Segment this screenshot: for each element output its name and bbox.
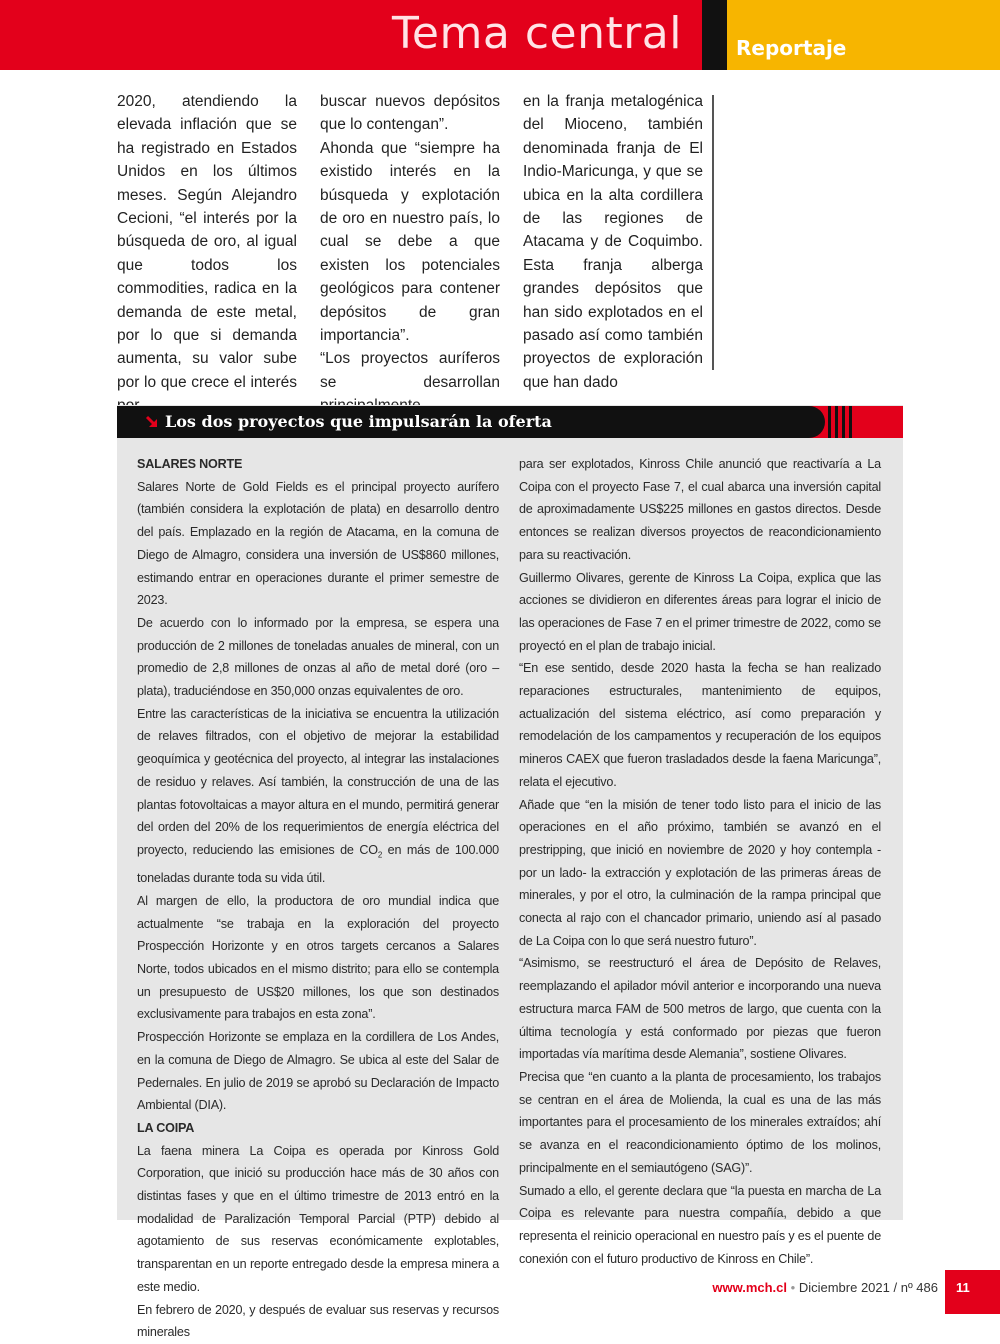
intro-col2-p2: Ahonda que “siempre ha existido interés en la búsqueda y explotación de oro en nuestro país, lo cual se debe a que existen los potenciales geológicos para contener depósitos de gran importancia”. bbox=[320, 139, 500, 345]
stripe-3 bbox=[842, 406, 845, 438]
co2-subscript: 2 bbox=[377, 850, 383, 860]
box-right-p7: Sumado a ello, el gerente declara que “la puesta en marcha de La Coipa es relevante para nuestra compañía, debido a que representa el reinicio operacional en nuestro país y es el puente de conexión con el futuro productivo de Kinross en Chile”. bbox=[519, 1183, 881, 1266]
box-right-p5: “Asimismo, se reestructuró el área de Depósito de Relaves, reemplazando el apilador móvil anterior e incorporando una nueva estructura marca FAM de 500 metros de largo, que cuenta con la última tecnología y está conformado por piezas que fueron importadas vía marítima desde Alemania”, sostiene Olivares. bbox=[519, 956, 881, 1062]
footer-site-link[interactable]: www.mch.cl bbox=[712, 1280, 788, 1295]
box-left-p7: En febrero de 2020, y después de evaluar sus reservas y recursos minerales bbox=[137, 1302, 499, 1340]
intro-column-1 bbox=[117, 90, 297, 418]
intro-col3-text: en la franja metalogénica del Mioceno, también denominada franja de El Indio-Maricunga, y que se ubica en la alta cordillera de las regiones de Atacama y de Coquimbo. Esta franja alberga grandes depósitos que han sido explotados en el pasado así como también proyectos de exploración que han dado bbox=[523, 93, 703, 391]
box-left-p6: La faena minera La Coipa es operada por Kinross Gold Corporation, que inició su producción hace más de 30 años con distintas fases y que en el último trimestre de 2013 entró en la modalidad de Paralización Temporal Parcial (PTP) debido al agotamiento de sus reservas económicamente explotables, transparentan en un reporte entregado desde la empresa minera a este medio. bbox=[137, 1143, 499, 1294]
column-divider bbox=[712, 95, 714, 370]
box-title: Los dos proyectos que impulsarán la oferta bbox=[165, 412, 552, 431]
box-left-p3-a: Entre las características de la iniciativa se encuentra la utilización de relaves filtrados, con el objetivo de mejorar la estabilidad geoquímica y geotécnica del proyecto, al integrar las instalaciones de residuo y relaves. Así también, la construcción de una de las plantas fotovoltaicas a mayor altura en el mundo, permitirá generar del orden del 20% de los requerimientos de energía eléctrica del proyecto, reduciendo las emisiones de CO bbox=[137, 706, 499, 857]
footer-issue: Diciembre 2021 / nº 486 bbox=[798, 1280, 938, 1295]
box-right-p1: para ser explotados, Kinross Chile anunció que reactivaría a La Coipa con el proyecto Fase 7, el cual abarca una inversión capital de aproximadamente US$225 millones en gastos directos. Desde entonces se realizan diversos proyectos de reacondicionamiento para su reactivación. bbox=[519, 457, 881, 562]
page-number: 11 bbox=[956, 1280, 970, 1295]
box-right-p3: “En ese sentido, desde 2020 hasta la fecha se han realizado reparaciones estructurales, mantenimiento de equipos, actualización del sistema eléctrico, así como preparación y remodelación de los campamentos y recuperación de los equipos mineros CAEX que fueron trasladados desde la faena Maricunga”, relata el ejecutivo. bbox=[519, 661, 881, 789]
box-left-p3 bbox=[137, 703, 499, 890]
subhead-la-coipa: LA COIPA bbox=[137, 1120, 195, 1135]
stripe-1 bbox=[828, 406, 831, 438]
subhead-salares-norte: SALARES NORTE bbox=[137, 457, 243, 471]
box-left-p1: Salares Norte de Gold Fields es el principal proyecto aurífero (también considera la explotación de plata) en desarrollo dentro del país. Emplazado en la región de Atacama, en la comuna de Diego de Almagro, considera una inversión de US$860 millones, estimando entrar en operaciones durante el primer semestre de 2023. bbox=[137, 479, 499, 608]
box-left-p5: Prospección Horizonte se emplaza en la cordillera de Los Andes, en la comuna de Diego de Almagro. Se ubica al este del Salar de Pedernales. En julio de 2019 se aprobó su Declaración de Impacto Ambiental (DIA). bbox=[137, 1030, 499, 1113]
box-right-p4: Añade que “en la misión de tener todo listo para el inicio de las operaciones en el año próximo, también se avanzó en el prestripping, que inició en noviembre de 2020 y hoy contempla -por un lado- la extracción y explotación de las primeras áreas de minerales, y por el otro, la culminación de la rampa principal que conecta al rajo con el chancador primario, uniendo así al pasado de La Coipa con lo que será nuestro futuro”. bbox=[519, 797, 881, 948]
intro-col2-p3: “Los proyectos auríferos se desarrollan bbox=[320, 350, 500, 391]
box-left-p4: Al margen de ello, la productora de oro mundial indica que actualmente “se trabaja en la exploración del proyecto Prospección Horizonte y en otros targets cercanos a Salares Norte, todos ubicados en el mismo distrito; para ello se contempla un presupuesto de US$20 millones, los que son destinados exclusivamente para trabajos en esta zona”. bbox=[137, 893, 499, 1022]
box-right-p6: Precisa que “en cuanto a la planta de procesamiento, los trabajos se centran en el área de Molienda, la cual es una de las más importantes para el procesamiento de los minerales extraídos; ahí se avanza en el reacondicionamiento óptimo de los molinos, principalmente en el semiautógeno (SAG)”. bbox=[519, 1069, 881, 1175]
header-section-label: Reportaje bbox=[736, 36, 847, 60]
intro-column-3 bbox=[523, 90, 703, 394]
box-right-column bbox=[519, 453, 881, 1270]
page-footer bbox=[712, 1280, 938, 1295]
header-black-band bbox=[702, 0, 727, 70]
box-left-column bbox=[137, 453, 499, 1344]
header-title: Tema central bbox=[392, 8, 682, 59]
box-title-stripes bbox=[828, 406, 852, 438]
page-number-box bbox=[945, 1270, 1000, 1314]
stripe-4 bbox=[849, 406, 852, 438]
box-left-p3-b: en más de 100.000 toneladas durante toda su vida útil. bbox=[137, 842, 499, 886]
box-right-p2: Guillermo Olivares, gerente de Kinross La Coipa, explica que las acciones se dividieron en diferentes áreas para lograr el inicio de las operaciones de Fase 7 en el primer trimestre de 2022, como se proyectó en el plan de trabajo inicial. bbox=[519, 570, 881, 653]
stripe-2 bbox=[835, 406, 838, 438]
box-left-p2: De acuerdo con lo informado por la empresa, se espera una producción de 2 millones de toneladas anuales de mineral, con un promedio de 2,8 millones de onzas al año de metal doré (oro – plata), traduciéndose en 350,000 onzas equivalentes de oro. bbox=[137, 615, 499, 699]
footer-separator: • bbox=[790, 1280, 796, 1295]
intro-column-2 bbox=[320, 90, 500, 418]
intro-col2-p1: buscar nuevos depósitos que lo contengan”. bbox=[320, 93, 500, 134]
arrow-down-right-icon bbox=[144, 414, 160, 430]
intro-col1-text: 2020, atendiendo la elevada inflación que se ha registrado en Estados Unidos en los últimos meses. Según Alejandro Cecioni, “el interés por la búsqueda de oro, al igual que todos los commodities, radica en la demanda de este metal, por lo que si demanda aumenta, su valor sube por lo que crece el interés bbox=[117, 93, 297, 391]
